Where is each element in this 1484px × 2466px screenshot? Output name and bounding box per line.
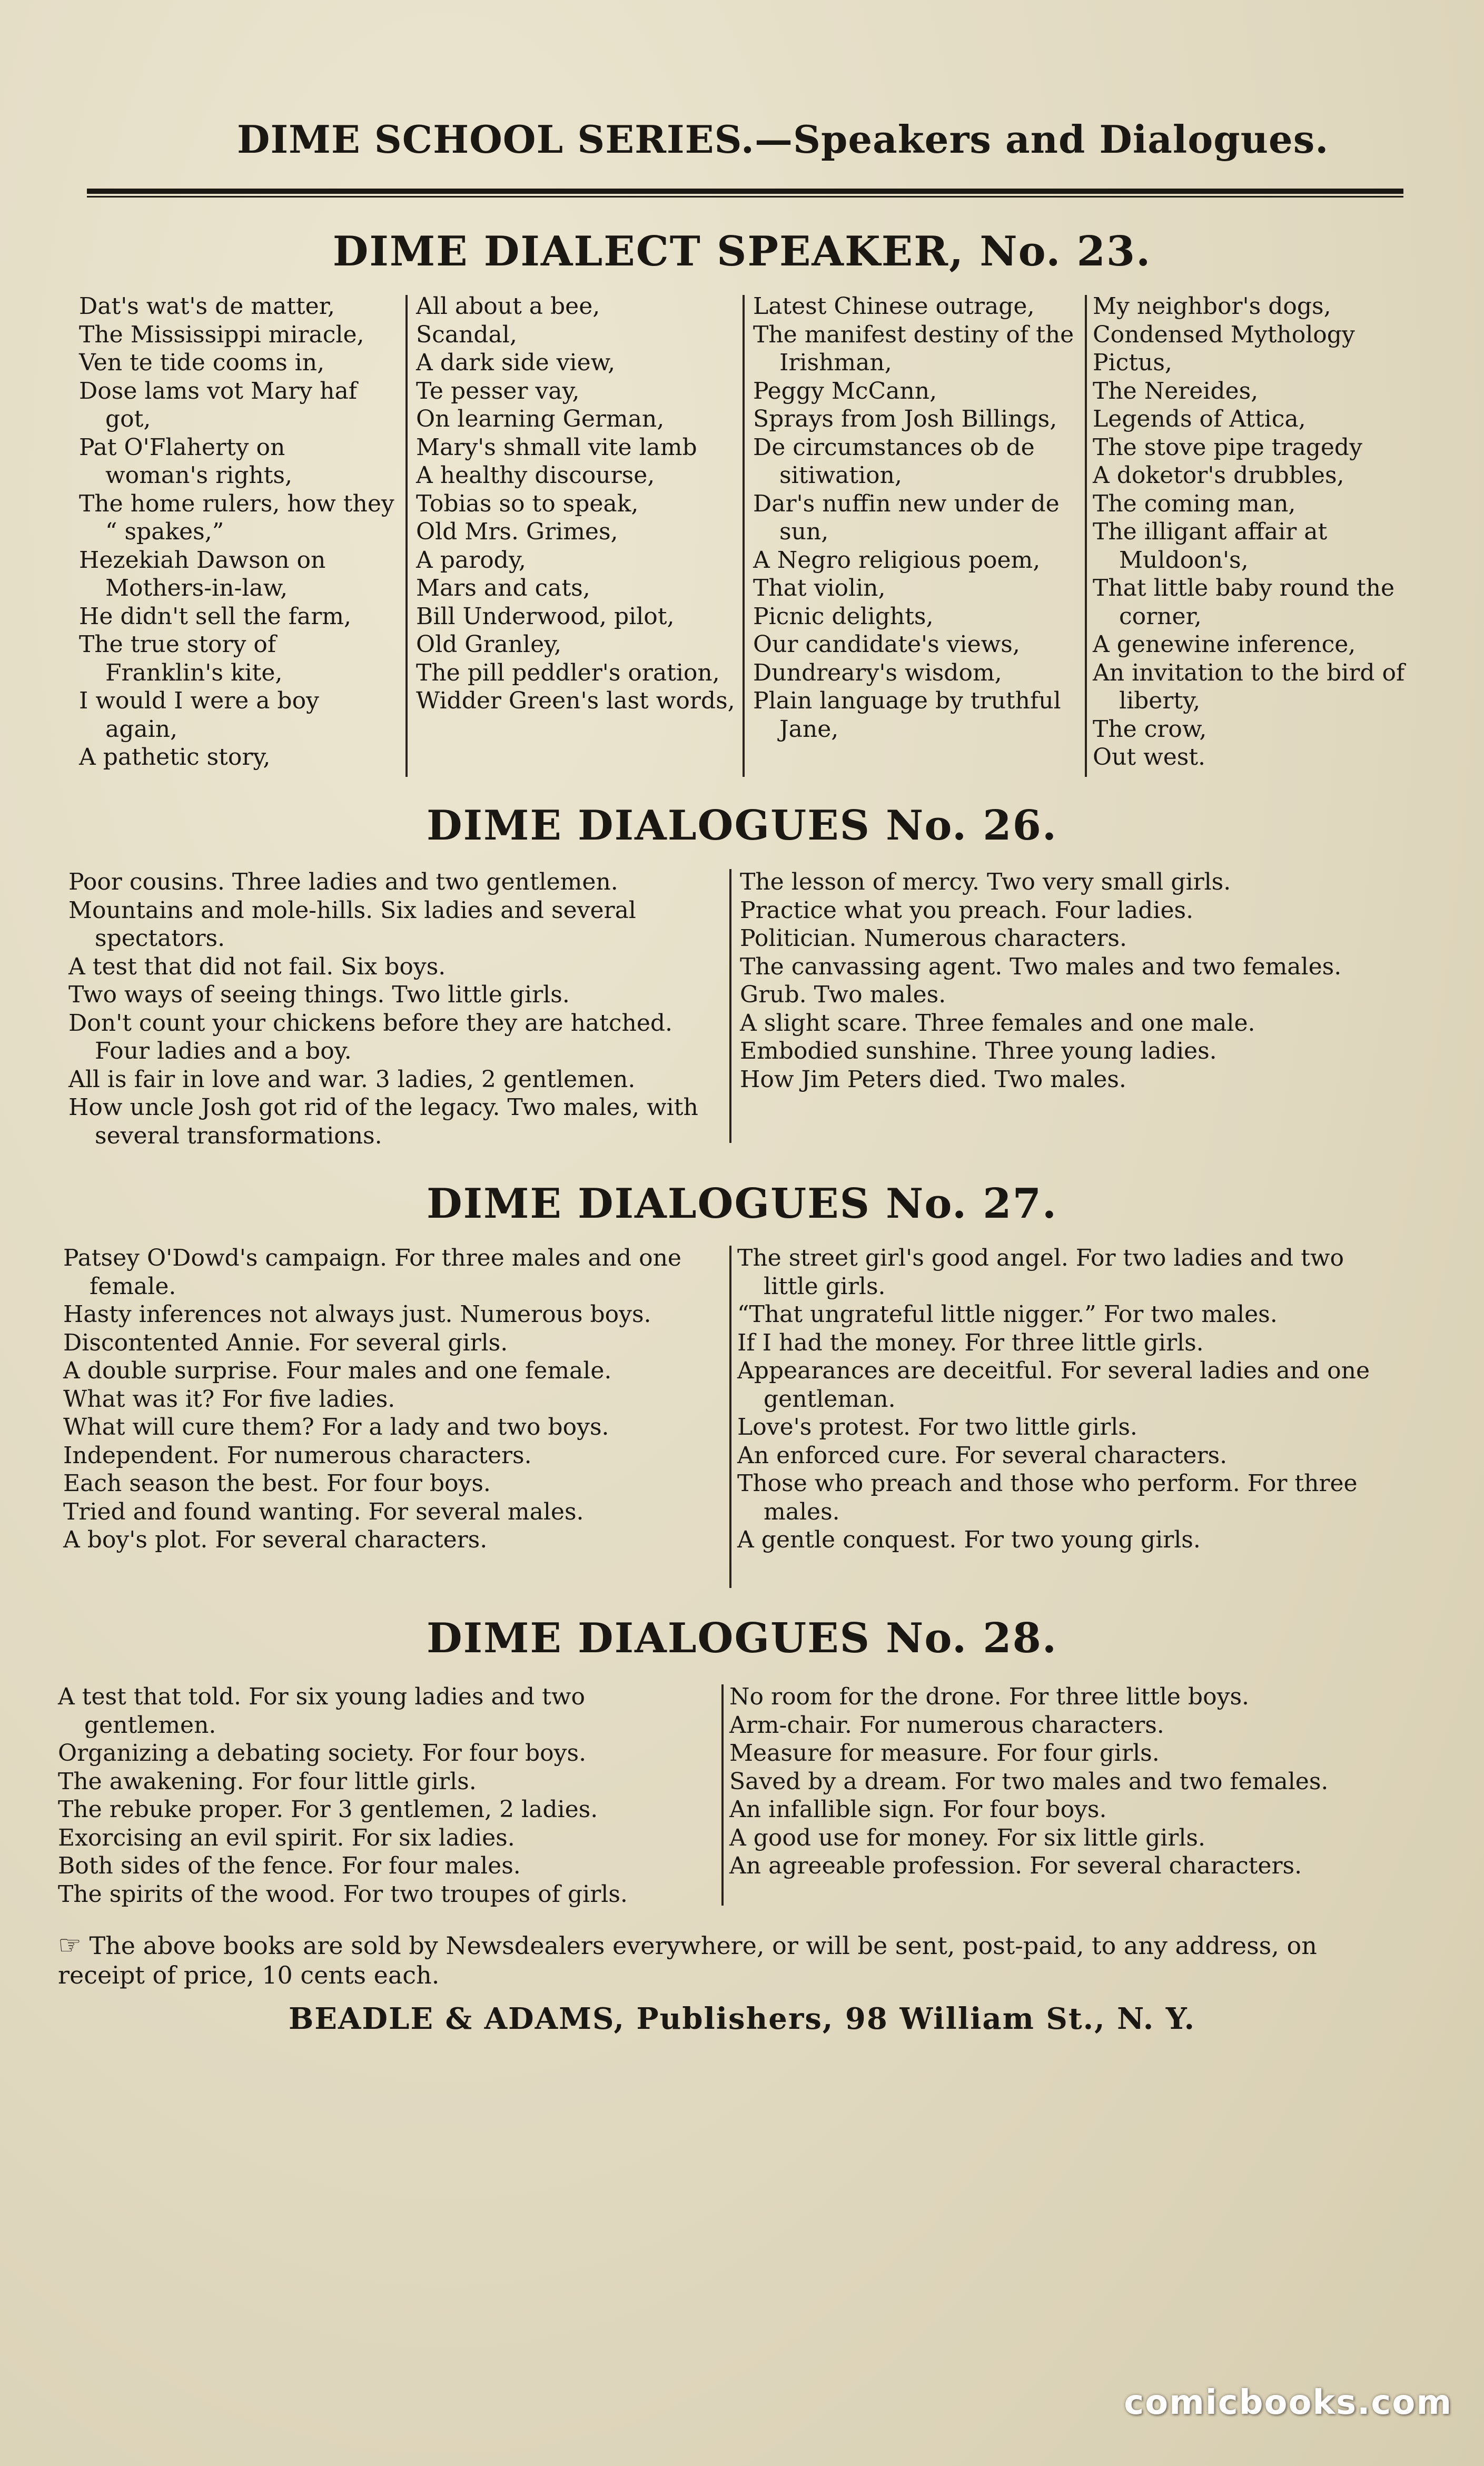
list-item: Old Granley,	[416, 631, 562, 658]
column-divider	[729, 1246, 731, 1588]
section-column	[416, 292, 743, 715]
pointing-hand-icon: ☞	[58, 1930, 82, 1960]
section-column	[753, 292, 1080, 743]
list-item: A dark side view,	[416, 349, 616, 376]
list-item: A genewine inference,	[1093, 631, 1356, 658]
list-item: Hasty inferences not always just. Numerous boys.	[63, 1301, 651, 1328]
series-title: DIME SCHOOL SERIES.	[237, 117, 755, 162]
list-item: That violin,	[753, 575, 886, 601]
list-item: No room for the drone. For three little boys.	[729, 1683, 1250, 1710]
column-divider	[743, 295, 745, 777]
list-item: The pill peddler's oration,	[416, 659, 720, 686]
list-item: Independent. For numerous characters.	[63, 1442, 532, 1469]
list-item: The street girl's good angel. For two ladies and two little girls.	[737, 1245, 1344, 1300]
section-heading: DIME DIALOGUES No. 28.	[426, 1614, 1058, 1662]
list-item: The Mississippi miracle,	[79, 321, 364, 348]
list-item: Condensed Mythology	[1093, 321, 1355, 348]
section-column	[63, 1244, 721, 1554]
list-item: Saved by a dream. For two males and two females.	[729, 1768, 1329, 1795]
section-column	[68, 868, 721, 1150]
list-item: All about a bee,	[416, 293, 600, 320]
list-item: On learning German,	[416, 406, 665, 432]
list-item: Those who preach and those who perform. For three males.	[737, 1470, 1358, 1525]
list-item: I would I were a boy again,	[79, 687, 319, 743]
section-column	[729, 1683, 1398, 1880]
column-divider	[721, 1684, 724, 1906]
list-item: An enforced cure. For several characters.	[737, 1442, 1228, 1469]
list-item: The lesson of mercy. Two very small girls.	[740, 869, 1231, 895]
list-item: The spirits of the wood. For two troupes of girls.	[58, 1880, 628, 1908]
list-item: Appearances are deceitful. For several ladies and one gentleman.	[737, 1357, 1370, 1413]
list-item: The illigant affair at Muldoon's,	[1093, 518, 1328, 574]
list-item: How Jim Peters died. Two males.	[740, 1066, 1126, 1093]
list-item: The stove pipe tragedy	[1093, 433, 1362, 461]
list-item: My neighbor's dogs,	[1093, 293, 1331, 320]
list-item: Plain language by truthful Jane,	[753, 687, 1061, 743]
list-item: If I had the money. For three little girls.	[737, 1329, 1204, 1356]
section-heading: DIME DIALECT SPEAKER, No. 23.	[332, 228, 1152, 275]
list-item: Two ways of seeing things. Two little girls.	[68, 981, 570, 1008]
list-item: Dundreary's wisdom,	[753, 659, 1002, 686]
list-item: An infallible sign. For four boys.	[729, 1796, 1107, 1823]
list-item: Poor cousins. Three ladies and two gentlemen.	[68, 869, 618, 895]
list-item: Scandal,	[416, 321, 517, 348]
list-item: Out west.	[1093, 744, 1206, 771]
list-item: That little baby round the corner,	[1093, 575, 1395, 630]
list-item: A slight scare. Three females and one male.	[740, 1009, 1255, 1037]
publisher-line: BEADLE & ADAMS, Publishers, 98 William St., N. Y.	[288, 2001, 1196, 2036]
watermark: comicbooks.com	[1124, 2383, 1452, 2422]
list-item: The awakening. For four little girls.	[58, 1768, 477, 1795]
list-item: A healthy discourse,	[416, 462, 655, 489]
list-item: Widder Green's last words,	[416, 687, 735, 714]
list-item: All is fair in love and war. 3 ladies, 2 gentlemen.	[68, 1066, 636, 1093]
section-column	[79, 292, 395, 772]
list-item: Patsey O'Dowd's campaign. For three males and one female.	[63, 1245, 681, 1300]
list-item: Dar's nuffin new under de sun,	[753, 490, 1060, 545]
list-item: Mountains and mole-hills. Six ladies and several spectators.	[68, 896, 636, 952]
column-divider	[729, 869, 731, 1143]
column-divider	[405, 295, 408, 777]
list-item: Love's protest. For two little girls.	[737, 1414, 1137, 1441]
list-item: What will cure them? For a lady and two boys.	[63, 1414, 609, 1441]
list-item: Latest Chinese outrage,	[753, 293, 1035, 320]
list-item: Bill Underwood, pilot,	[416, 603, 675, 630]
list-item: Dat's wat's de matter,	[79, 293, 335, 320]
list-item: A pathetic story,	[79, 744, 271, 771]
section-heading: DIME DIALOGUES No. 26.	[426, 802, 1058, 850]
section-heading: DIME DIALOGUES No. 27.	[426, 1180, 1058, 1228]
list-item: Discontented Annie. For several girls.	[63, 1329, 508, 1356]
list-item: Hezekiah Dawson on Mothers-in-law,	[79, 546, 326, 601]
list-item: The canvassing agent. Two males and two females.	[740, 953, 1342, 980]
footer-note	[58, 1930, 1406, 1990]
column-divider	[1085, 295, 1087, 777]
list-item: Arm-chair. For numerous characters.	[729, 1711, 1164, 1739]
section-column	[1093, 292, 1409, 772]
list-item: A parody,	[416, 546, 526, 574]
list-item: Old Mrs. Grimes,	[416, 518, 618, 545]
section-column	[58, 1683, 716, 1908]
list-item: The true story of Franklin's kite,	[79, 631, 283, 686]
list-item: A boy's plot. For several characters.	[63, 1526, 488, 1553]
list-item: Sprays from Josh Billings,	[753, 406, 1057, 432]
list-item: Mary's shmall vite lamb	[416, 433, 697, 461]
list-item: Exorcising an evil spirit. For six ladies.	[58, 1824, 515, 1851]
section-column	[740, 868, 1393, 1093]
list-item: Each season the best. For four boys.	[63, 1470, 491, 1497]
list-item: He didn't sell the farm,	[79, 603, 351, 630]
list-item: Picnic delights,	[753, 603, 934, 630]
list-item: Tried and found wanting. For several males.	[63, 1498, 584, 1525]
list-item: Both sides of the fence. For four males.	[58, 1852, 521, 1879]
list-item: A test that told. For six young ladies and two gentlemen.	[58, 1683, 585, 1739]
list-item: An agreeable profession. For several characters.	[729, 1852, 1302, 1879]
list-item: Peggy McCann,	[753, 377, 937, 405]
list-item: An invitation to the bird of liberty,	[1093, 659, 1405, 714]
list-item: The manifest destiny of the Irishman,	[753, 321, 1074, 376]
list-item: How uncle Josh got rid of the legacy. Two males, with several transformations.	[68, 1094, 698, 1149]
list-item: Organizing a debating society. For four boys.	[58, 1740, 587, 1767]
header-rule-thin	[87, 196, 1403, 198]
series-subtitle: —Speakers and Dialogues.	[754, 117, 1329, 162]
list-item: Practice what you preach. Four ladies.	[740, 896, 1194, 924]
list-item: Our candidate's views,	[753, 631, 1020, 658]
list-item: The home rulers, how they “ spakes,”	[79, 490, 394, 545]
list-item: Te pesser vay,	[416, 377, 580, 405]
list-item: The coming man,	[1093, 490, 1296, 517]
list-item: What was it? For five ladies.	[63, 1385, 395, 1413]
list-item: The Nereides,	[1093, 377, 1259, 405]
section-column	[737, 1244, 1396, 1554]
list-item: A gentle conquest. For two young girls.	[737, 1526, 1201, 1553]
list-item: Grub. Two males.	[740, 981, 946, 1008]
list-item: A Negro religious poem,	[753, 546, 1041, 574]
list-item: Tobias so to speak,	[416, 490, 639, 517]
list-item: Dose lams vot Mary haf got,	[79, 377, 357, 432]
list-item: Don't count your chickens before they are hatched. Four ladies and a boy.	[68, 1009, 673, 1064]
series-header	[237, 117, 1329, 162]
list-item: Pat O'Flaherty on woman's rights,	[79, 433, 292, 489]
list-item: Legends of Attica,	[1093, 406, 1306, 432]
header-rule	[87, 189, 1403, 194]
list-item: A test that did not fail. Six boys.	[68, 953, 446, 980]
list-item: A double surprise. Four males and one female.	[63, 1357, 612, 1384]
list-item: “That ungrateful little nigger.” For two males.	[737, 1301, 1278, 1328]
list-item: Ven te tide cooms in,	[79, 349, 325, 376]
list-item: Politician. Numerous characters.	[740, 925, 1127, 952]
list-item: Pictus,	[1093, 349, 1172, 376]
list-item: De circumstances ob de sitiwation,	[753, 433, 1035, 489]
footer-note-text: The above books are sold by Newsdealers everywhere, or will be sent, post-paid, to any address, on receipt of price, 10 cents each.	[58, 1931, 1317, 1989]
list-item: Embodied sunshine. Three young ladies.	[740, 1038, 1217, 1064]
list-item: A doketor's drubbles,	[1093, 462, 1344, 489]
list-item: The rebuke proper. For 3 gentlemen, 2 ladies.	[58, 1796, 598, 1823]
list-item: A good use for money. For six little girls.	[729, 1824, 1205, 1851]
list-item: Measure for measure. For four girls.	[729, 1740, 1160, 1767]
list-item: Mars and cats,	[416, 575, 590, 601]
list-item: The crow,	[1093, 715, 1207, 743]
